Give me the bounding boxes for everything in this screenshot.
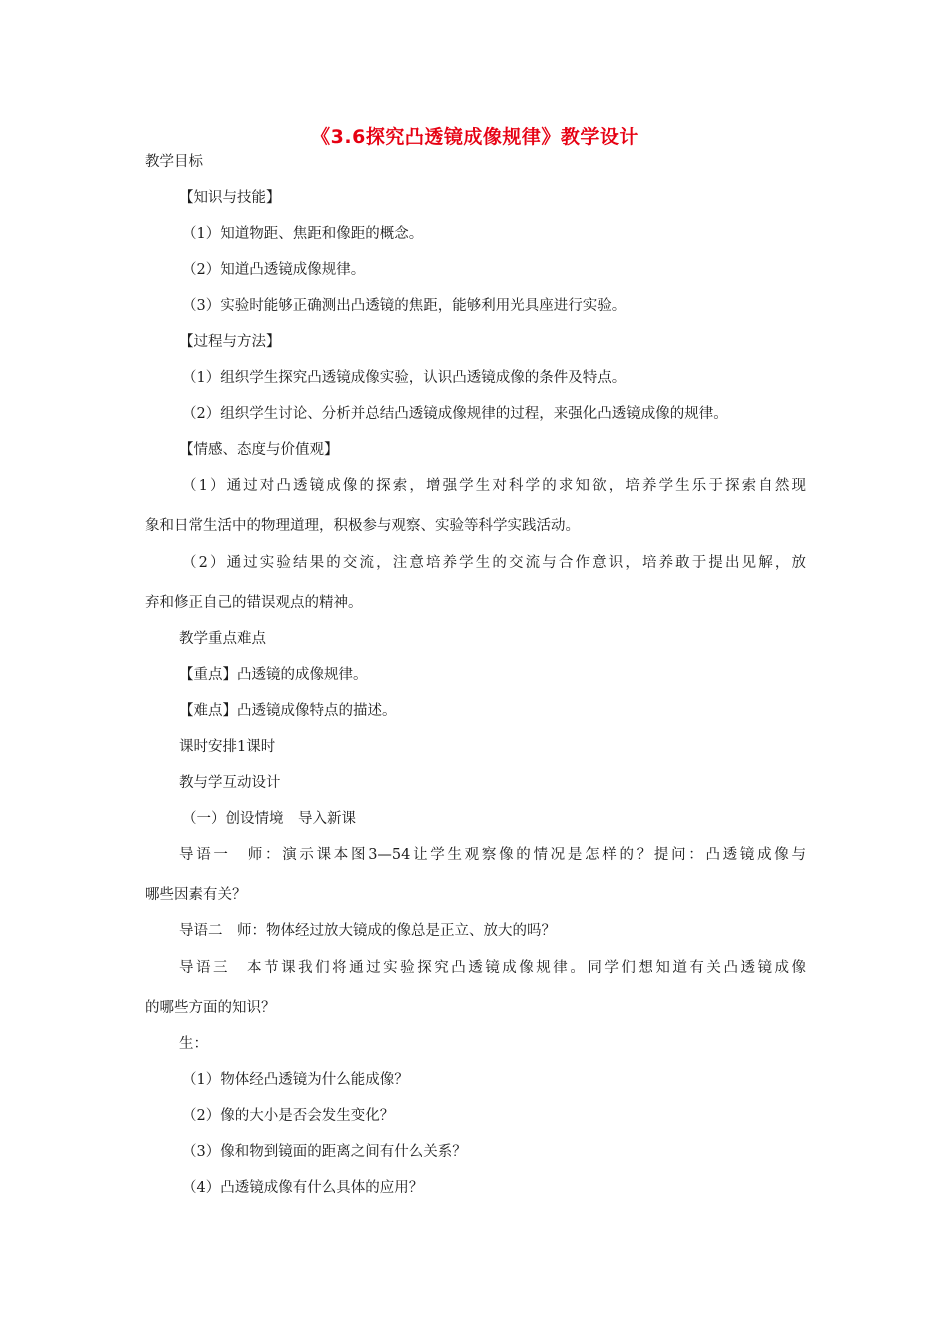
paragraph: （一）创设情境 导入新课 bbox=[182, 811, 356, 827]
paragraph: 的哪些方面的知识？ bbox=[145, 1000, 276, 1016]
paragraph: 【难点】凸透镜成像特点的描述。 bbox=[179, 703, 397, 719]
paragraph: （1）通过对凸透镜成像的探索，增强学生对科学的求知欲，培养学生乐于探索自然现 bbox=[182, 478, 806, 494]
heading-teaching-goals: 教学目标 bbox=[145, 154, 203, 170]
list-item: （2）像的大小是否会发生变化？ bbox=[182, 1108, 395, 1124]
heading-interaction-design: 教与学互动设计 bbox=[179, 775, 281, 791]
paragraph: 【重点】凸透镜的成像规律。 bbox=[179, 667, 368, 683]
paragraph: 哪些因素有关？ bbox=[145, 887, 247, 903]
subheading-knowledge-skills: 【知识与技能】 bbox=[179, 190, 281, 206]
paragraph: （2）知道凸透镜成像规律。 bbox=[182, 262, 366, 278]
paragraph: （1）知道物距、焦距和像距的概念。 bbox=[182, 226, 424, 242]
paragraph: （2）通过实验结果的交流，注意培养学生的交流与合作意识，培养敢于提出见解，放 bbox=[182, 555, 806, 571]
paragraph: 象和日常生活中的物理道理，积极参与观察、实验等科学实践活动。 bbox=[145, 518, 580, 534]
paragraph: 生： bbox=[179, 1036, 208, 1052]
paragraph: （3）实验时能够正确测出凸透镜的焦距，能够利用光具座进行实验。 bbox=[182, 298, 627, 314]
list-item: （3）像和物到镜面的距离之间有什么关系？ bbox=[182, 1144, 467, 1160]
paragraph: 弃和修正自己的错误观点的精神。 bbox=[145, 595, 363, 611]
list-item: （4）凸透镜成像有什么具体的应用？ bbox=[182, 1180, 424, 1196]
paragraph: 导语三 本节课我们将通过实验探究凸透镜成像规律。同学们想知道有关凸透镜成像 bbox=[179, 960, 806, 976]
paragraph: 导语二 师：物体经过放大镜成的像总是正立、放大的吗？ bbox=[179, 923, 556, 939]
heading-key-points: 教学重点难点 bbox=[179, 631, 266, 647]
subheading-process-method: 【过程与方法】 bbox=[179, 334, 281, 350]
paragraph: （1）组织学生探究凸透镜成像实验，认识凸透镜成像的条件及特点。 bbox=[182, 370, 627, 386]
paragraph: （2）组织学生讨论、分析并总结凸透镜成像规律的过程，来强化凸透镜成像的规律。 bbox=[182, 406, 728, 422]
list-item: （1）物体经凸透镜为什么能成像？ bbox=[182, 1072, 409, 1088]
subheading-emotion-values: 【情感、态度与价值观】 bbox=[179, 442, 339, 458]
document-title: 《3.6探究凸透镜成像规律》教学设计 bbox=[311, 126, 639, 148]
paragraph: 课时安排1课时 bbox=[179, 739, 276, 755]
paragraph: 导语一 师：演示课本图3—54让学生观察像的情况是怎样的？提问：凸透镜成像与 bbox=[179, 847, 806, 863]
